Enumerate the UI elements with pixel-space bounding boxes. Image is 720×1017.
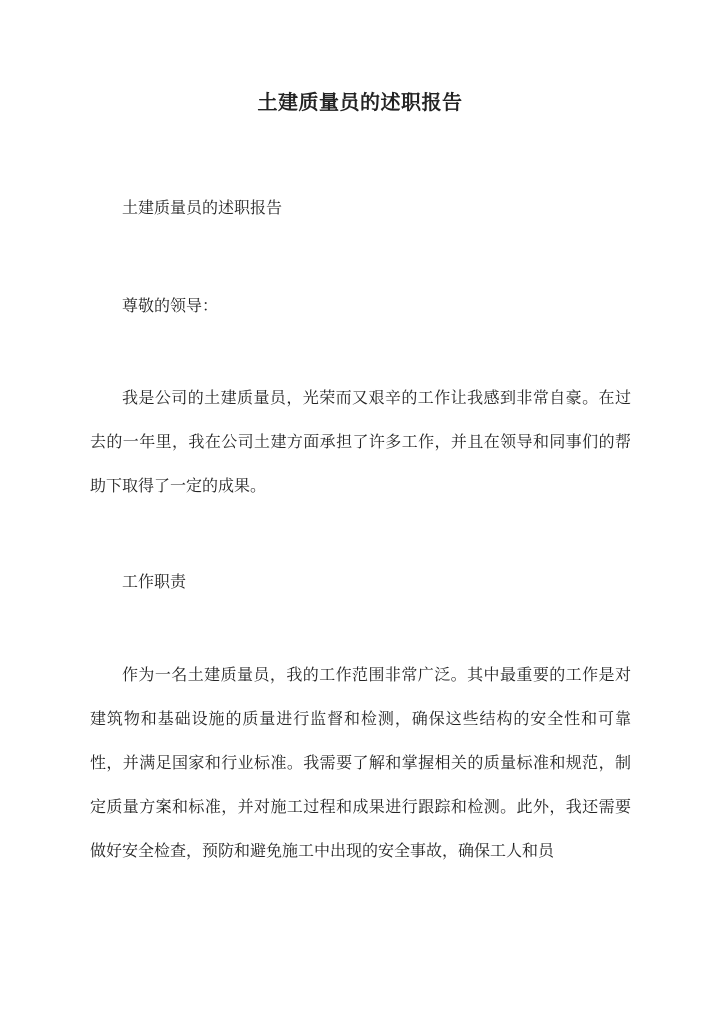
salutation-paragraph: 尊敬的领导： — [122, 296, 219, 315]
subtitle-paragraph: 土建质量员的述职报告 — [122, 198, 283, 217]
intro-paragraph: 我是公司的土建质量员，光荣而又艰辛的工作让我感到非常自豪。在过去的一年里，我在公司土建方面承担了许多工作，并且在领导和同事们的帮助下取得了一定的成果。 — [90, 388, 631, 495]
section-heading-job-duties: 工作职责 — [122, 572, 187, 591]
job-duties-paragraph: 作为一名土建质量员，我的工作范围非常广泛。其中最重要的工作是对建筑物和基础设施的质量进行监督和检测，确保这些结构的安全性和可靠性，并满足国家和行业标准。我需要了解和掌握相关的质量标准和规范，制定质量方案和标准，并对施工过程和成果进行跟踪和检测。此外，我还需要做好安全检查，预防和避免施工中出现的安全事故，确保工人和员 — [90, 665, 631, 860]
document-title: 土建质量员的述职报告 — [257, 90, 463, 114]
